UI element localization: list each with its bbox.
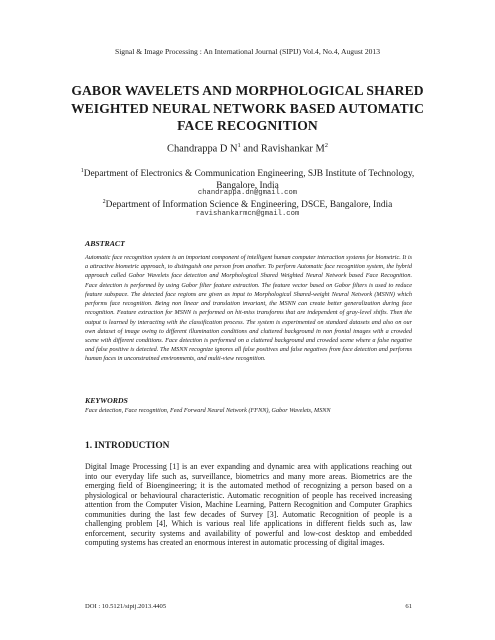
author-conjunction: and — [240, 143, 261, 155]
affiliation-1-line-2: Bangalore, India — [216, 180, 279, 191]
title-line-1: GABOR WAVELETS AND MORPHOLOGICAL SHARED — [71, 83, 424, 98]
author-list — [0, 142, 495, 154]
author-email: ravishankarmcn@gmail.com — [195, 210, 300, 218]
keywords-heading: KEYWORDS — [85, 396, 128, 405]
author-name: Ravishankar M — [260, 143, 325, 155]
footer-doi: DOI : 10.5121/sipij.2013.4405 — [85, 603, 167, 610]
affiliation-superscript: 2 — [102, 199, 106, 205]
journal-header: Signal & Image Processing : An International Journal (SIPIJ) Vol.4, No.4, August 2013 — [114, 47, 381, 56]
introduction-body: Digital Image Processing [1] is an ever expanding and dynamic area with applications reaching out into our everyday life such as, surveillance, biometrics and many more areas. Biometrics are the emerging field of Bioengineering; it is the automated method of recognizing a person based on a physiological or behavioural characteristic. Automatic recognition of people has received increasing attention from the Computer Vision, Machine Learning, Pattern Recognition and Computer Graphics communities during the last few decades of Survey [3]. Automatic Recognition of people is a challenging problem [4], Which is various real life applications in different fields such as, law enforcement, security systems and availability of powerful and low-cost desktop and embedded computing systems has created an enormous interest in automatic processing of digital images. — [85, 462, 412, 548]
affiliation-2-line-1: $^2$Department of Information Science & Engineering, DSCE, Bangalore, India — [102, 199, 393, 211]
keywords-list: Face detection, Face recognition, Feed Forward Neural Network (FFNN), Gabor Wavelets, MSNN — [85, 407, 331, 414]
author-name: Chandrappa D N — [167, 143, 238, 155]
page-number: 61 — [405, 603, 412, 610]
author-email: chandrappa.dn@gmail.com — [197, 189, 298, 197]
author-superscript: 2 — [324, 142, 328, 149]
abstract-body: Automatic face recognition system is an important component of intelligent human computer interaction systems for biometric. It is a attractive biometric approach, to distinguish one person from another. To perform Automatic face recognition system, the hybrid approach called Gabor Wavelets face detection and Morphological Shared Weighted Neural Network based Face Recognition. Face detection is performed by using Gabor filter feature extraction. The feature vector based on Gabor filters is used to reduce feature subspace. The detected face regions are given as input to Morphological Shared-weight Neural Network (MSNN) which performs face recognition. Being non linear and translation invariant, the MSNN can create better generalization during face recognition. Feature extraction for MSNN is performed on hit-miss transforms that are independent of gray-level shifts. Then the output is learned by interacting with the classification process. The system is experimented on standard datasets and also on our own dataset of image owing to different illumination conditions and cluttered background in non frontal images with a crowded scene with different conditions. Face detection is performed on a cluttered background and crowded scene where a false negative and false positive is detected. The MSNN recognize ignores all false positives and false negatives from face detection and performs human faces in unconstrained environments, and multi-view recognition. — [85, 254, 412, 363]
author-superscript: 1 — [237, 142, 241, 149]
affiliation-1-line-1: $^1$Department of Electronics & Communication Engineering, SJB Institute of Technology, — [80, 168, 415, 180]
paper-title — [40, 82, 455, 135]
title-line-2: WEIGHTED NEURAL NETWORK BASED AUTOMATIC — [70, 100, 425, 116]
title-line-3: FACE RECOGNITION — [177, 118, 318, 133]
introduction-heading: 1. INTRODUCTION — [85, 441, 170, 451]
affiliation-superscript: 1 — [80, 168, 84, 174]
abstract-heading: ABSTRACT — [85, 239, 125, 248]
